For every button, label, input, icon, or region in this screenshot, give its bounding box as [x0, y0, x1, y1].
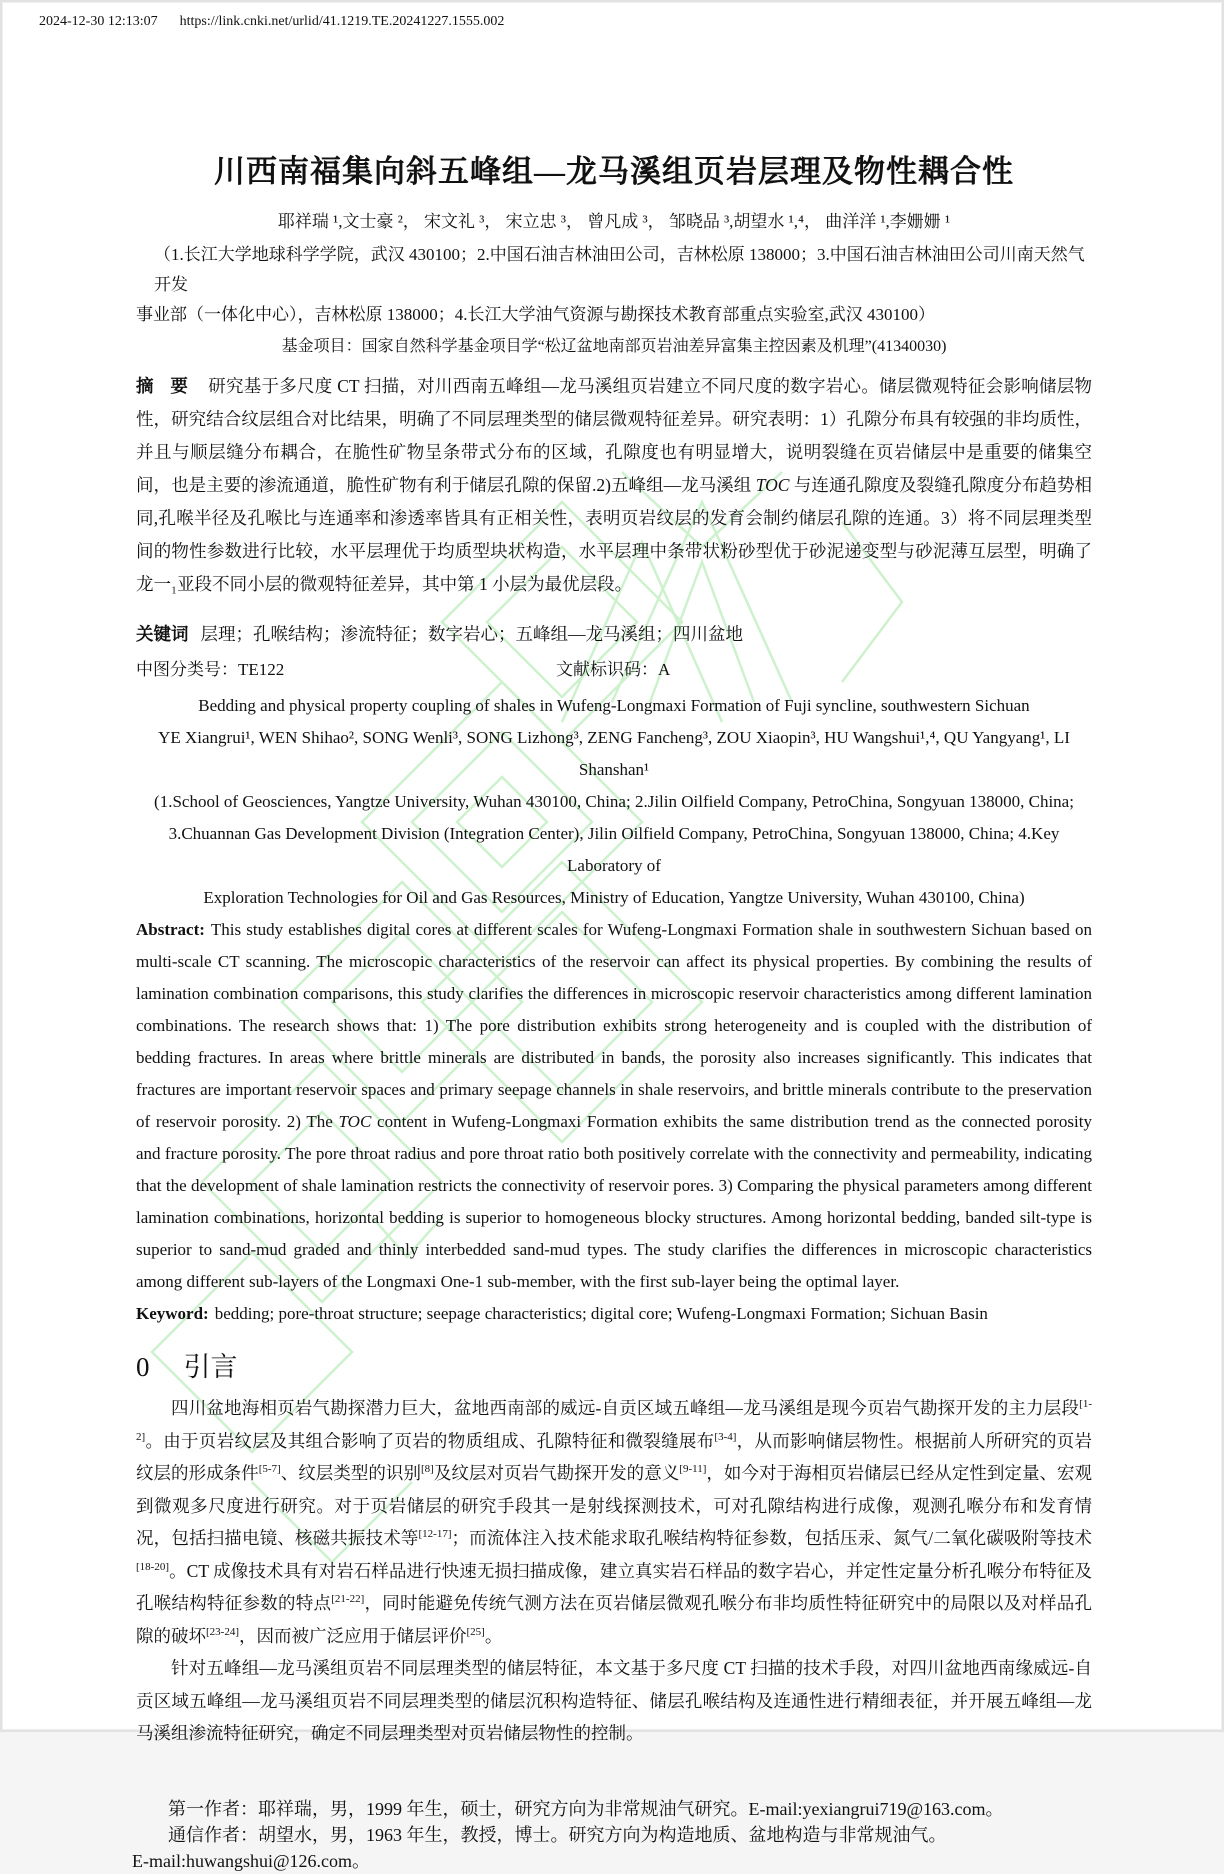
corresponding-author-email: E-mail:huwangshui@126.com。 [132, 1850, 371, 1871]
abstract-zh-text: 研究基于多尺度 CT 扫描，对川西南五峰组—龙马溪组页岩建立不同尺度的数字岩心。储层微观特征会影响储层物性，研究结合纹层组合对比结果，明确了不同层理类型的储层微观特征差异。研究表明：1）孔隙分布具有较强的非均质性，并且与顺层缝分布耦合，在脆性矿物呈条带式分布的区域，孔隙度也有明显增大，说明裂缝在页岩储层中是重要的储集空间，也是主要的渗流通道，脆性矿物有利于储层孔隙的保留.2)五峰组—龙马溪组 TOC 与连通孔隙度及裂缝孔隙度分布趋势相同,孔喉半径及孔喉比与连通率和渗透率皆具有正相关性，表明页岩纹层的发育会制约储层孔隙的连通。3）将不同层理类型间的物性参数进行比较，水平层理优于均质型块状构造，水平层理中条带状粉砂型优于砂泥递变型与砂泥薄互层型，明确了龙一₁亚段不同小层的微观特征差异，其中第 1 小层为最优层段。 [136, 376, 1093, 594]
section-number: 0 [136, 1352, 150, 1382]
affiliation-en-line: 3.Chuannan Gas Development Division (Integration Center), Jilin Oilfield Company, PetroChina, Songyuan 138000, China; 4.Key Laboratory of [168, 824, 1060, 875]
authors-zh: 耶祥瑞 ¹,文士豪 ²， 宋文礼 ³， 宋立忠 ³， 曾凡成 ³， 邹晓品 ³,胡望水 ¹,⁴， 曲洋洋 ¹,李姗姗 ¹ [277, 212, 951, 231]
corresponding-author-note: 通信作者：胡望水，男，1963 年生，教授，博士。研究方向为构造地质、盆地构造与非常规油气。 [168, 1824, 947, 1845]
doi-url: https://link.cnki.net/urlid/41.1219.TE.20241227.1555.002 [179, 14, 505, 29]
author-footnotes [132, 1796, 1092, 1874]
intro-paragraph: 四川盆地海相页岩气勘探潜力巨大，盆地西南部的威远-自贡区域五峰组—龙马溪组是现今页岩气勘探开发的主力层段[1-2]。由于页岩纹层及其组合影响了页岩的物质组成、孔隙特征和微裂缝展布[3-4]，从而影响储层物性。根据前人所研究的页岩纹层的形成条件[5-7]、纹层类型的识别[8]及纹层对页岩气勘探开发的意义[9-11]，如今对于海相页岩储层已经从定性到定量、宏观到微观多尺度进行研究。对于页岩储层的研究手段其一是射线探测技术，可对孔隙结构进行成像，观测孔喉分布和发育情况，包括扫描电镜、核磁共振技术等[12-17]；而流体注入技术能求取孔喉结构特征参数，包括压汞、氮气/二氧化碳吸附等技术[18-20]。CT 成像技术具有对岩石样品进行快速无损扫描成像，建立真实岩石样品的数字岩心，并定性定量分析孔喉分布特征及孔喉结构特征参数的特点[21-22]，同时能避免传统气测方法在页岩储层微观孔喉分布非均质性特征研究中的局限以及对样品孔隙的破坏[23-24]，因而被广泛应用于储层评价[25]。 [136, 1398, 1093, 1646]
affiliation-en-line: Exploration Technologies for Oil and Gas Resources, Ministry of Education, Yangtze University, Wuhan 430100, China) [203, 888, 1025, 907]
keywords-en [136, 1298, 1092, 1330]
abstract-zh [136, 370, 1092, 601]
paper-title-zh: 川西南福集向斜五峰组—龙马溪组页岩层理及物性耦合性 [214, 154, 1014, 189]
abstract-en-label: Abstract: [136, 920, 205, 939]
abstract-en-text: This study establishes digital cores at different scales for Wufeng-Longmaxi Formation shale in southwestern Sichuan based on multi-scale CT scanning. The microscopic characteristics of the reservoir can affect its physical properties. By combining the results of lamination combination comparisons, this study clarifies the differences in microscopic reservoir characteristics among different lamination combinations. The research shows that: 1) The pore distribution exhibits strong heterogeneity and is coupled with the distribution of bedding fractures. In areas where brittle minerals are distributed in bands, the porosity also increases significantly. This indicates that fractures are important reservoir spaces and primary seepage channels in shale reservoirs, and brittle minerals contribute to the preservation of reservoir porosity. 2) The TOC content in Wufeng-Longmaxi Formation exhibits the same distribution trend as the connected porosity and fracture porosity. The pore throat radius and pore throat ratio both positively correlate with the connectivity and permeability, indicating that the development of shale lamination restricts the connectivity of reservoir pores. 3) Comparing the physical parameters among different lamination combinations, horizontal bedding is superior to homogeneous blocky structures. Among horizontal bedding, banded silt-type is superior to sand-mud graded and thinly interbedded sand-mud types. The study clarifies the differences in microscopic characteristics among different sub-layers of the Longmaxi One-1 sub-member, with the first sub-layer being the optimal layer. [136, 920, 1092, 1291]
affiliations-zh [136, 240, 1092, 330]
section-title: 引言 [183, 1352, 238, 1382]
section-heading-introduction [136, 1346, 1092, 1388]
keywords-en-text: bedding; pore-throat structure; seepage characteristics; digital core; Wufeng-Longmaxi Formation; Sichuan Basin [214, 1304, 988, 1323]
access-timestamp: 2024-12-30 12:13:07 [39, 14, 158, 29]
keywords-zh-text: 层理；孔喉结构；渗流特征；数字岩心；五峰组—龙马溪组；四川盆地 [200, 624, 743, 644]
first-author-note: 第一作者：耶祥瑞，男，1999 年生，硕士，研究方向为非常规油气研究。E-mail:yexiangrui719@163.com。 [168, 1798, 1004, 1819]
clc-number: 中图分类号：TE122 [136, 660, 285, 679]
paper-title-en: Bedding and physical property coupling of shales in Wufeng-Longmaxi Formation of Fuji syncline, southwestern Sichuan [198, 696, 1030, 715]
authors-en: YE Xiangrui¹, WEN Shihao², SONG Wenli³, SONG Lizhong³, ZENG Fancheng³, ZOU Xiaopin³, HU Wangshui¹,⁴, QU Yangyang¹, LI Shanshan¹ [158, 728, 1070, 779]
keywords-zh [136, 619, 1092, 649]
keywords-zh-label: 关键词 [136, 624, 189, 644]
classification-row [136, 653, 1092, 686]
affiliation-zh-line: （1.长江大学地球科学学院，武汉 430100；2.中国石油吉林油田公司，吉林松原 138000；3.中国石油吉林油田公司川南天然气开发 [154, 245, 1085, 294]
abstract-en [136, 914, 1092, 1298]
keywords-en-label: Keyword: [136, 1304, 209, 1323]
funding-note: 基金项目：国家自然科学基金项目学“松辽盆地南部页岩油差异富集主控因素及机理”(41340030) [281, 338, 947, 355]
affiliation-zh-line: 事业部（一体化中心），吉林松原 138000；4.长江大学油气资源与勘探技术教育部重点实验室,武汉 430100） [136, 305, 935, 324]
document-code: 文献标识码：A [556, 660, 671, 679]
viewer-header [39, 14, 504, 30]
affiliation-en-line: (1.School of Geosciences, Yangtze University, Wuhan 430100, China; 2.Jilin Oilfield Company, PetroChina, Songyuan 138000, China; [154, 792, 1074, 811]
intro-paragraph: 针对五峰组—龙马溪组页岩不同层理类型的储层特征，本文基于多尺度 CT 扫描的技术手段，对四川盆地西南缘威远-自贡区域五峰组—龙马溪组页岩不同层理类型的储层沉积构造特征、储层孔喉结构及连通性进行精细表征，并开展五峰组—龙马溪组渗流特征研究，确定不同层理类型对页岩储层物性的控制。 [136, 1658, 1092, 1743]
paper-body [132, 2, 1093, 1874]
abstract-zh-label: 摘 要 [136, 376, 195, 396]
